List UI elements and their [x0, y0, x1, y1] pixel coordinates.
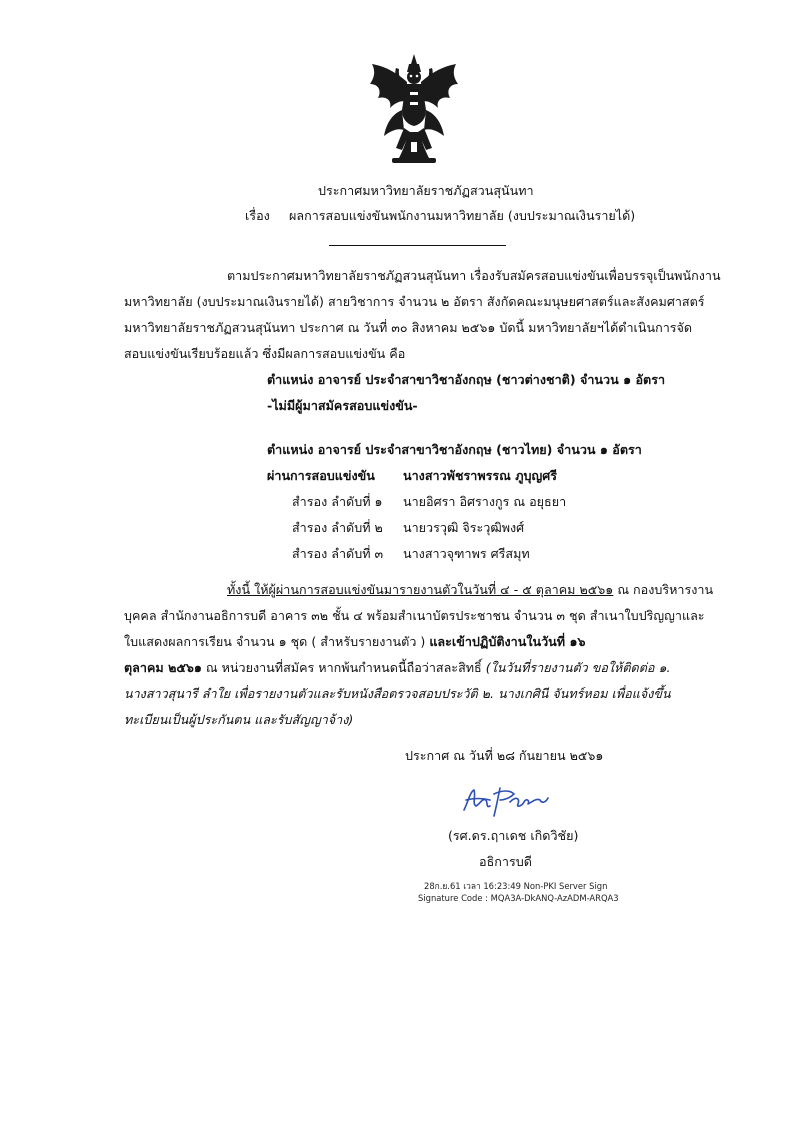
instructions-line-6: ทะเบียนเป็นผู้ประกันตน และรับสัญญาจ้าง) — [124, 712, 354, 727]
instructions-line-5: นางสาวสุนารี ลำใย เพื่อรายงานตัวและรับหนังสือตรวจสอบประวัติ ๒. นางเกศินี จันทร์หอม เพื่อแจ้งขึ้น — [124, 686, 671, 701]
instructions-line-4: ตุลาคม ๒๕๖๑ ณ หน่วยงานที่สมัคร หากพ้นกำหนดนี้ถือว่าสละสิทธิ์ (ในวันที่รายงานตัว ขอให้ติดต่อ ๑. — [124, 660, 671, 675]
handwritten-signature — [460, 780, 552, 820]
passed-name: นางสาวพัชราพรรณ ภูบุญศรี — [403, 468, 558, 483]
intro-line-3: มหาวิทยาลัยราชภัฏสวนสุนันทา ประกาศ ณ วันที่ ๓๐ สิงหาคม ๒๕๖๑ บัดนี้ มหาวิทยาลัยฯได้ดำเนินการจัด — [124, 320, 693, 335]
reserve-rank: สำรอง ลำดับที่ ๒ — [292, 520, 383, 535]
signatory-title: อธิการบดี — [479, 854, 532, 869]
intro-line-4: สอบแข่งขันเรียบร้อยแล้ว ซึ่งมีผลการสอบแข่งขัน คือ — [124, 346, 406, 361]
instructions-line-1: ทั้งนี้ ให้ผู้ผ่านการสอบแข่งขันมารายงานตัวในวันที่ ๔ - ๕ ตุลาคม ๒๕๖๑ ณ กองบริหารงาน — [227, 582, 714, 597]
reserve-name: นายอิศรา อิศรางกูร ณ อยุธยา — [403, 494, 567, 509]
intro-line-1: ตามประกาศมหาวิทยาลัยราชภัฏสวนสุนันทา เรื่องรับสมัครสอบแข่งขันเพื่อบรรจุเป็นพนักงาน — [227, 268, 721, 283]
report-dates: ทั้งนี้ ให้ผู้ผ่านการสอบแข่งขันมารายงานตัวในวันที่ ๔ - ๕ ตุลาคม ๒๕๖๑ — [227, 582, 614, 597]
reserve-rank: สำรอง ลำดับที่ ๓ — [292, 546, 384, 561]
position-1-title: ตำแหน่ง อาจารย์ ประจำสาขาวิชาอังกฤษ (ชาวต่างชาติ) จำนวน ๑ อัตรา — [267, 372, 666, 387]
header-divider — [329, 245, 506, 246]
instructions-line-3: ใบแสดงผลการเรียน จำนวน ๑ ชุด ( สำหรับรายงานตัว ) และเข้าปฏิบัติงานในวันที่ ๑๖ — [124, 634, 586, 649]
reserve-name: นางสาวจุฑาพร ศรีสมุท — [403, 546, 530, 561]
reserve-rank: สำรอง ลำดับที่ ๑ — [292, 494, 383, 509]
position-2-title: ตำแหน่ง อาจารย์ ประจำสาขาวิชาอังกฤษ (ชาวไทย) จำนวน ๑ อัตรา — [267, 442, 642, 457]
passed-label: ผ่านการสอบแข่งขัน — [267, 468, 375, 483]
subject-text: ผลการสอบแข่งขันพนักงานมหาวิทยาลัย (งบประมาณเงินรายได้) — [289, 208, 636, 223]
reserve-name: นายวรวุฒิ จิระวุฒิพงศ์ — [403, 520, 525, 535]
org-title: ประกาศมหาวิทยาลัยราชภัฏสวนสุนันทา — [318, 183, 534, 198]
instructions-line-2: บุคคล สำนักงานอธิการบดี อาคาร ๓๒ ชั้น ๔ พร้อมสำเนาบัตรประชาชน จำนวน ๓ ชุด สำเนาใบปริญญาและ — [124, 608, 705, 623]
start-date-text: และเข้าปฏิบัติงานในวันที่ ๑๖ — [429, 634, 586, 649]
signature-code: Signature Code : MQA3A-DkANQ-AzADM-ARQA3 — [418, 893, 619, 903]
intro-line-2: มหาวิทยาลัย (งบประมาณเงินรายได้) สายวิชาการ จำนวน ๒ อัตรา สังกัดคณะมนุษยศาสตร์และสังคมศาสตร์ — [124, 294, 705, 309]
signatory-name: (รศ.ดร.ฤาเดช เกิดวิชัย) — [448, 828, 579, 843]
garuda-emblem — [366, 52, 462, 164]
position-1-note: -ไม่มีผู้มาสมัครสอบแข่งขัน- — [267, 398, 418, 413]
sign-timestamp: 28ก.ย.61 เวลา 16:23:49 Non-PKI Server Sign — [424, 881, 608, 891]
subject-label: เรื่อง — [245, 208, 270, 223]
announcement-date: ประกาศ ณ วันที่ ๒๘ กันยายน ๒๕๖๑ — [405, 748, 604, 763]
